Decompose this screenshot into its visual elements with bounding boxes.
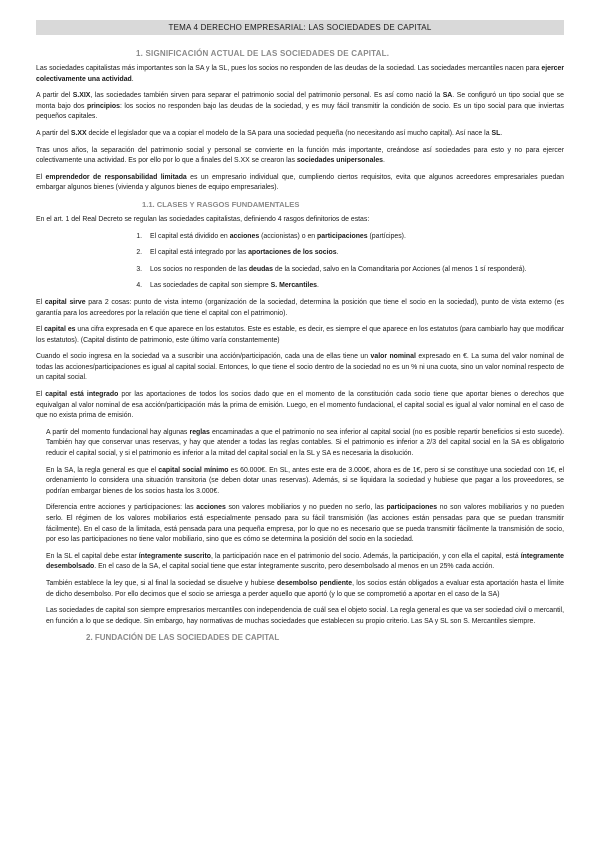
paragraph-14: En la SL el capital debe estar íntegramente suscrito, la participación nace en el patrimonio del socio. Además, la participación, y con ella el capital, está íntegramente desembolsado. En el caso de la SA, el capital social tiene que estar íntegramente suscrito, pero desembolsado al menos en un 25% cada acción.	[46, 552, 564, 571]
traits-list	[36, 232, 564, 292]
paragraph-4: Tras unos años, la separación del patrimonio social y personal se convierte en la función más importante, creándose así sociedades para esto y no para ejercer colectivamente una actividad. Es por ello por lo que a finales del S.XX se crearon las sociedades unipersonales.	[36, 146, 564, 165]
section-2-title: 2. FUNDACIÓN DE LAS SOCIEDADES DE CAPITAL	[86, 633, 280, 643]
paragraph-13: Diferencia entre acciones y participaciones: las acciones son valores mobiliarios y no pueden no serlo, las participaciones no son valores mobiliarios y no pueden serlo. El régimen de los valores mobiliarios está especialmente pensado para su fácil transmisión (las acciones están pensadas para que se puedan transmitir fácilmente). En el caso de la limitada, está pensada para una pequeña empresa, por lo que no es necesario que se pueda transmitir fácilmente la transmisión de socio, por eso las participaciones no tiene valor mobiliario, sino que es cómo se determina la posición del socio en la sociedad.	[46, 504, 565, 544]
section-1-title: 1. SIGNIFICACIÓN ACTUAL DE LAS SOCIEDADES DE CAPITAL.	[136, 49, 390, 58]
paragraph-1: Las sociedades capitalistas más importantes son la SA y la SL, pues los socios no responden de las deudas de la sociedad. Las sociedades mercantiles nacen para ejercer colectivamente una actividad.	[36, 65, 564, 83]
paragraph-16: Las sociedades de capital son siempre empresarios mercantiles con independencia de cuál sea el objeto social. La regla general es que va ser sociedad civil o mercantil, en función a lo que se dedique. Sin embargo, hay normativas de muchas sociedades que establecen su propio criterio. Las SA y SL son S. Mercantiles siempre.	[46, 607, 564, 625]
paragraph-8: El capital es una cifra expresada en € que aparece en los estatutos. Este es estable, es decir, es siempre el que aparece en los estatutos (para cambiarlo hay que modificar los estatutos). (Capital distinto de patrimonio, este último varía constantemente)	[36, 326, 564, 344]
paragraph-2: A partir del S.XIX, las sociedades también sirven para separar el patrimonio social del patrimonio personal. Es así como nació la SA. Se configuró un tipo social que se monta bajo dos principios: los socios no responden bajo las deudas de la sociedad, y es muy fácil transmitir la condición de socio. Es un tipo social para que inviertas pequeños capitales.	[36, 92, 564, 121]
paragraph-6: En el art. 1 del Real Decreto se regulan las sociedades capitalistas, definiendo 4 rasgos definitorios de estas:	[36, 215, 370, 223]
list-item: 1. El capital está dividido en acciones (accionistas) o en participaciones (partícipes).	[144, 232, 564, 243]
paragraph-12: En la SA, la regla general es que el capital social mínimo es 60.000€. En SL, antes este era de 3.000€, ahora es de 1€, pero si se constituye una sociedad con 1€, el ordenamiento lo considera una situación transitoria (se deben dotar unas reservas). Además, si se liquidara la sociedad y hubiese que pagar a los proveedores, se podrían embargar bienes de los socios hasta los 3.000€.	[46, 466, 564, 495]
document-header: TEMA 4 DERECHO EMPRESARIAL: LAS SOCIEDADES DE CAPITAL	[36, 20, 564, 35]
paragraph-3: A partir del S.XX decide el legislador que va a copiar el modelo de la SA para una sociedad pequeña (no necesitando así mucho capital). Así nace la SL.	[36, 129, 503, 137]
paragraph-15: También establece la ley que, si al final la sociedad se disuelve y hubiese desembolso pendiente, los socios están obligados a evaluar esta aportación hasta el límite de dicho desembolso. Por ello decimos que el socio se arriesga a perder aquello que aportó (y lo que se comprometió a aportar en el caso de la SA)	[46, 579, 564, 598]
paragraph-7: El capital sirve para 2 cosas: punto de vista interno (organización de la sociedad, determina la posición que tiene el socio en la sociedad), punto de vista externo (es garantía para los acreedores por la relación que tiene el capital con el patrimonio).	[36, 298, 564, 317]
list-item: 3. Los socios no responden de las deudas de la sociedad, salvo en la Comanditaria por Acciones (al menos 1 sí responderá).	[144, 265, 564, 276]
paragraph-10: El capital está integrado por las aportaciones de todos los socios dado que en el momento de la constitución cada socio tiene que aportar bienes o derechos que equivalgan al valor nominal de esa acción/participación más la prima de emisión. Luego, en el momento fundacional, el capital social es igual al valor nominal en el caso de que no exista prima de emisión.	[36, 391, 564, 420]
paragraph-5: El emprendedor de responsabilidad limitada es un empresario individual que, cumpliendo ciertos requisitos, evita que algunos acreedores empresariales puedan embargar algunos bienes (vivienda y algunos bienes de equipo empresariales).	[36, 173, 564, 192]
paragraph-11: A partir del momento fundacional hay algunas reglas encaminadas a que el patrimonio no sea inferior al capital social (no es posible repartir beneficios si esto sucede). También hay que conservar unas reservas, y hay que atender a todas las reglas contables. Si el patrimonio es inferior a 2/3 del capital social en la SA es obligatorio reducir el capital social, y si el patrimonio es inferior a la mitad del capital social en la SL y SA es necesaria la disolución.	[46, 428, 564, 458]
section-1-1-title: 1.1. CLASES Y RASGOS FUNDAMENTALES	[142, 199, 300, 209]
list-item: 4. Las sociedades de capital son siempre S. Mercantiles.	[144, 281, 564, 292]
list-item: 2. El capital está integrado por las aportaciones de los socios.	[144, 248, 564, 259]
paragraph-9: Cuando el socio ingresa en la sociedad va a suscribir una acción/participación, cada una de ellas tiene un valor nominal expresado en €. La suma del valor nominal de todas las acciones/participaciones es igual al capital social. Entonces, lo que tiene el socio dentro de la sociedad no es un % ni una cuota, sino un valor nominal respecto de un capital social.	[36, 353, 564, 382]
